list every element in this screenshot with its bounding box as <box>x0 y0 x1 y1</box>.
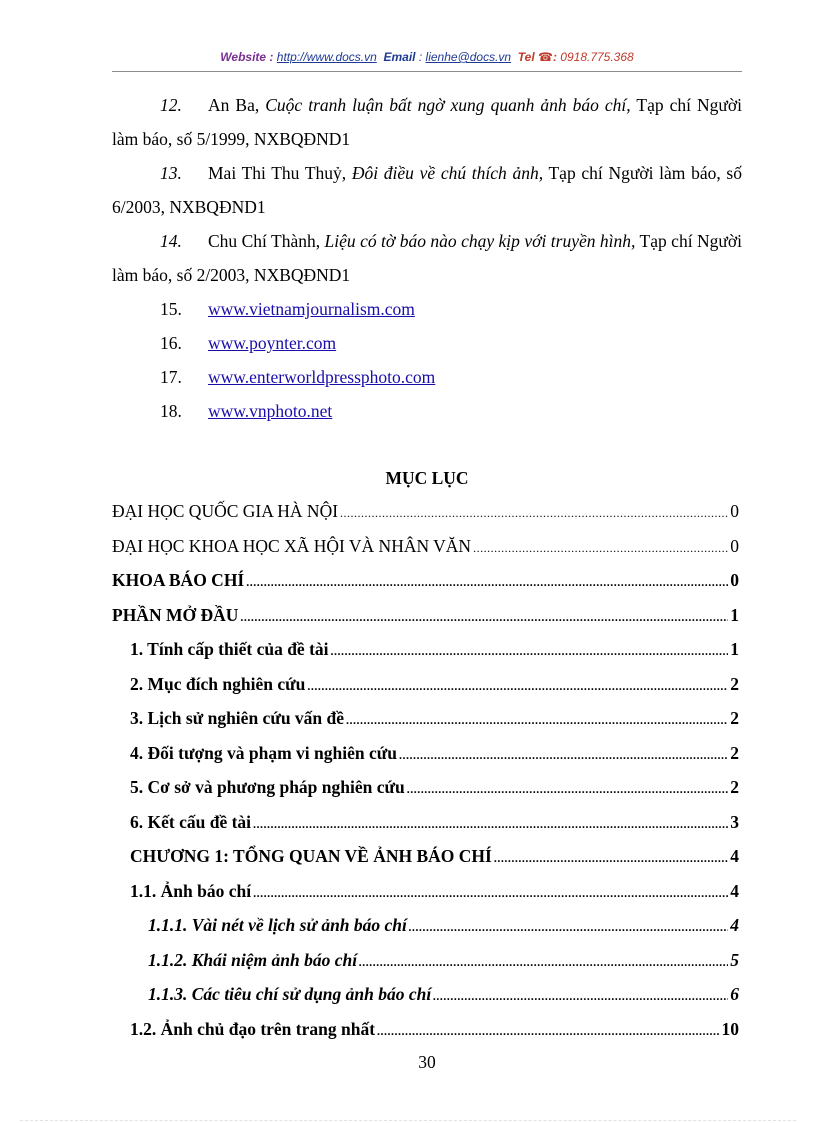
toc-entry-text: 1. Tính cấp thiết của đề tài <box>130 639 329 659</box>
toc-entry-text: 1.2. Ảnh chủ đạo trên trang nhất <box>130 1018 376 1039</box>
reference-source: Tạp chí Người làm báo, số 5/1999, NXBQĐND1 <box>112 95 743 149</box>
toc-entry[interactable] <box>112 674 739 709</box>
toc-entry-page: 1 <box>730 639 739 659</box>
toc-leader-dots <box>399 748 728 763</box>
page-number: 30 <box>418 1052 436 1072</box>
toc-entry-text: 4. Đối tượng và phạm vi nghiên cứu <box>130 742 397 763</box>
toc-leader-dots <box>377 1024 719 1039</box>
toc-leader-dots <box>359 955 728 970</box>
reference-number: 17. <box>160 367 182 387</box>
tel-value: 0918.775.368 <box>560 50 634 64</box>
reference-title: Đôi điều về chú thích ảnh, <box>351 163 544 183</box>
toc-leader-dots <box>307 679 728 694</box>
toc-leader-dots <box>253 886 728 901</box>
toc-entry-text: 6. Kết cấu đề tài <box>130 811 252 832</box>
reference-author: Mai Thi Thu Thuỷ, <box>208 163 352 183</box>
website-link[interactable]: http://www.docs.vn <box>276 50 377 64</box>
toc-entry-text: ĐẠI HỌC QUỐC GIA HÀ NỘI <box>112 501 339 521</box>
reference-number: 12. <box>160 95 182 115</box>
toc-entry-text: 3. Lịch sử nghiên cứu vấn đề <box>130 708 345 728</box>
header-rule <box>112 71 742 72</box>
toc-entry-text: ĐẠI HỌC KHOA HỌC XÃ HỘI VÀ NHÂN VĂN <box>112 535 472 556</box>
web-reference-item <box>112 326 742 360</box>
toc-entry[interactable] <box>112 777 739 812</box>
reference-number: 15. <box>160 299 182 319</box>
reference-number: 18. <box>160 401 182 421</box>
toc-entry-text: KHOA BÁO CHÍ <box>112 570 245 590</box>
toc-entry-page: 4 <box>730 880 739 901</box>
toc-entry-page: 0 <box>730 535 739 556</box>
toc-entry[interactable] <box>112 812 739 847</box>
toc-entry-text: PHẦN MỞ ĐẦU <box>112 604 239 625</box>
toc-entry[interactable] <box>112 743 739 778</box>
toc-entry-text: CHƯƠNG 1: TỔNG QUAN VỀ ẢNH BÁO CHÍ <box>130 846 492 866</box>
email-link[interactable]: lienhe@docs.vn <box>425 50 512 64</box>
reference-title: Cuộc tranh luận bất ngờ xung quanh ảnh báo chí, <box>265 95 631 115</box>
toc-entry-text: 1.1.2. Khái niệm ảnh báo chí <box>148 949 358 970</box>
reference-source: Tạp chí Người làm báo, số 2/2003, NXBQĐND1 <box>112 231 742 285</box>
toc-entry[interactable] <box>112 605 739 640</box>
toc-entry-page: 0 <box>730 501 739 521</box>
reference-item <box>112 156 742 224</box>
email-separator: : <box>418 50 423 64</box>
toc-entry-text: 1.1.3. Các tiêu chí sử dụng ảnh báo chí <box>148 984 432 1004</box>
page-bottom-edge <box>20 1120 796 1121</box>
toc-leader-dots <box>246 575 728 590</box>
toc-entry-page: 1 <box>730 604 739 625</box>
reference-number: 16. <box>160 333 182 353</box>
toc-leader-dots <box>494 851 728 866</box>
web-reference-link[interactable]: www.enterworldpressphoto.com <box>208 367 436 387</box>
toc-entry-text: 1.1. Ảnh báo chí <box>130 880 252 901</box>
web-reference-link[interactable]: www.poynter.com <box>208 333 337 353</box>
table-of-contents <box>112 501 739 1053</box>
web-reference-link[interactable]: www.vnphoto.net <box>208 401 333 421</box>
toc-entry[interactable] <box>112 881 739 916</box>
toc-entry-page: 10 <box>721 1018 739 1039</box>
reference-number: 14. <box>160 231 182 251</box>
toc-entry-page: 2 <box>730 708 739 728</box>
reference-item <box>112 88 742 156</box>
toc-entry[interactable] <box>112 639 739 674</box>
web-reference-link[interactable]: www.vietnamjournalism.com <box>208 299 415 319</box>
page-header <box>112 50 742 70</box>
toc-title: MỤC LỤC <box>385 468 469 488</box>
toc-entry-page: 4 <box>730 846 739 866</box>
toc-entry[interactable] <box>112 501 739 536</box>
toc-entry[interactable] <box>112 915 739 950</box>
toc-entry[interactable] <box>112 536 739 571</box>
toc-entry-page: 2 <box>730 742 739 763</box>
tel-label: Tel ☎: <box>517 50 557 64</box>
toc-leader-dots <box>331 644 729 659</box>
toc-entry-text: 2. Mục đích nghiên cứu <box>130 673 306 694</box>
reference-source: Tạp chí Người làm báo, số 6/2003, NXBQĐND1 <box>112 163 742 217</box>
toc-leader-dots <box>240 610 728 625</box>
reference-item <box>112 224 742 292</box>
reference-number: 13. <box>160 163 182 183</box>
website-label: Website : <box>220 50 274 64</box>
toc-leader-dots <box>473 541 728 556</box>
toc-leader-dots <box>340 506 728 521</box>
toc-entry-text: 1.1.1. Vài nét về lịch sử ảnh báo chí <box>148 915 407 935</box>
toc-entry-page: 3 <box>730 811 739 832</box>
toc-entry[interactable] <box>112 984 739 1019</box>
toc-entry-page: 6 <box>730 984 739 1004</box>
toc-entry[interactable] <box>112 846 739 881</box>
toc-leader-dots <box>433 989 728 1004</box>
toc-entry-page: 0 <box>730 570 739 590</box>
reference-author: An Ba, <box>208 95 266 115</box>
reference-list <box>112 88 742 428</box>
email-label: Email <box>383 50 416 64</box>
toc-entry-page: 5 <box>730 949 739 970</box>
toc-leader-dots <box>253 817 728 832</box>
toc-leader-dots <box>409 920 728 935</box>
toc-leader-dots <box>346 713 728 728</box>
toc-entry[interactable] <box>112 708 739 743</box>
toc-entry-page: 2 <box>730 777 739 797</box>
web-reference-item <box>112 360 742 394</box>
toc-entry-page: 4 <box>730 915 739 935</box>
toc-entry[interactable] <box>112 950 739 985</box>
toc-entry-page: 2 <box>730 673 739 694</box>
toc-leader-dots <box>407 782 729 797</box>
web-reference-item <box>112 394 742 428</box>
toc-entry-text: 5. Cơ sở và phương pháp nghiên cứu <box>130 777 405 797</box>
reference-author: Chu Chí Thành, <box>208 231 325 251</box>
toc-entry[interactable] <box>112 570 739 605</box>
web-reference-item <box>112 292 742 326</box>
reference-title: Liệu có tờ báo nào chạy kịp với truyền hình, <box>324 231 636 251</box>
toc-entry[interactable] <box>112 1019 739 1054</box>
